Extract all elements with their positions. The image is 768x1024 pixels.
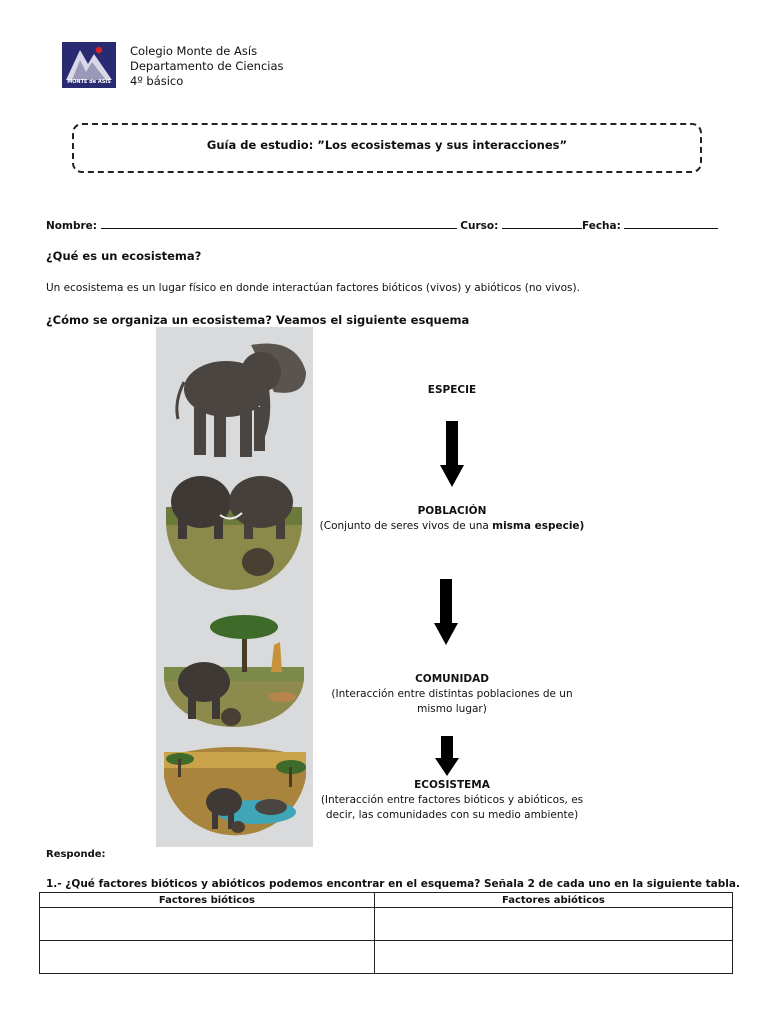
- ecosistema-description: (Interacción entre factores bióticos y abióticos, es decir, las comunidades con su medio ambiente): [320, 794, 584, 821]
- comunidad-description: (Interacción entre distintas poblaciones de un mismo lugar): [331, 688, 573, 715]
- question-organization: ¿Cómo se organiza un ecosistema? Veamos el siguiente esquema: [46, 313, 470, 327]
- population-image: [166, 476, 302, 590]
- poblacion-description: [302, 519, 602, 534]
- elephant-image: [177, 344, 306, 457]
- respond-label: Responde:: [46, 849, 106, 860]
- answer-cell[interactable]: [374, 908, 732, 941]
- level-ecosistema: [302, 778, 602, 823]
- school-grade: 4º básico: [130, 74, 184, 88]
- table-header-row: [40, 893, 733, 908]
- table-row: [40, 941, 733, 974]
- school-info: [130, 44, 284, 89]
- header-bioticos: Factores bióticos: [40, 893, 375, 908]
- level-especie: [302, 383, 602, 398]
- logo-caption: MONTE de ASIS: [67, 79, 111, 85]
- nombre-label: Nombre:: [46, 220, 97, 232]
- level-poblacion: [302, 504, 602, 534]
- arrow-down-icon: [440, 421, 464, 487]
- page-title: Guía de estudio: ”Los ecosistemas y sus interacciones”: [206, 138, 568, 152]
- student-form: [46, 218, 726, 232]
- poblacion-heading: POBLACIÓN: [417, 505, 487, 517]
- fecha-blank[interactable]: [624, 218, 718, 229]
- poblacion-desc-text: (Conjunto de seres vivos de una: [319, 520, 493, 532]
- comunidad-heading: COMUNIDAD: [415, 673, 489, 685]
- arrow-down-icon: [435, 736, 459, 776]
- factors-table: [39, 892, 733, 974]
- answer-cell[interactable]: [374, 941, 732, 974]
- fecha-label: Fecha:: [581, 220, 621, 232]
- ecosystem-illustration: [156, 327, 313, 847]
- table-row: [40, 908, 733, 941]
- school-logo: [62, 42, 116, 88]
- school-department: Departamento de Ciencias: [130, 59, 284, 73]
- header-abioticos: Factores abióticos: [374, 893, 732, 908]
- community-image: [164, 615, 304, 727]
- level-comunidad: [302, 672, 602, 717]
- answer-cell[interactable]: [40, 941, 375, 974]
- arrow-down-icon: [434, 579, 458, 645]
- ecosystem-image: [164, 747, 306, 835]
- poblacion-desc-bold: misma especie): [492, 520, 585, 532]
- curso-blank[interactable]: [502, 218, 582, 229]
- especie-heading: ESPECIE: [427, 384, 477, 396]
- curso-label: Curso:: [460, 220, 499, 232]
- ecosystem-definition: Un ecosistema es un lugar físico en donde interactúan factores bióticos (vivos) y abióticos (no vivos).: [46, 282, 580, 294]
- nombre-blank[interactable]: [101, 218, 457, 229]
- ecosistema-heading: ECOSISTEMA: [414, 779, 490, 791]
- school-name: Colegio Monte de Asís: [130, 44, 258, 58]
- activity-question: 1.- ¿Qué factores bióticos y abióticos podemos encontrar en el esquema? Señala 2 de cada uno en la siguiente tabla.: [46, 878, 740, 890]
- answer-cell[interactable]: [40, 908, 375, 941]
- question-what-is-ecosystem: ¿Qué es un ecosistema?: [46, 249, 202, 263]
